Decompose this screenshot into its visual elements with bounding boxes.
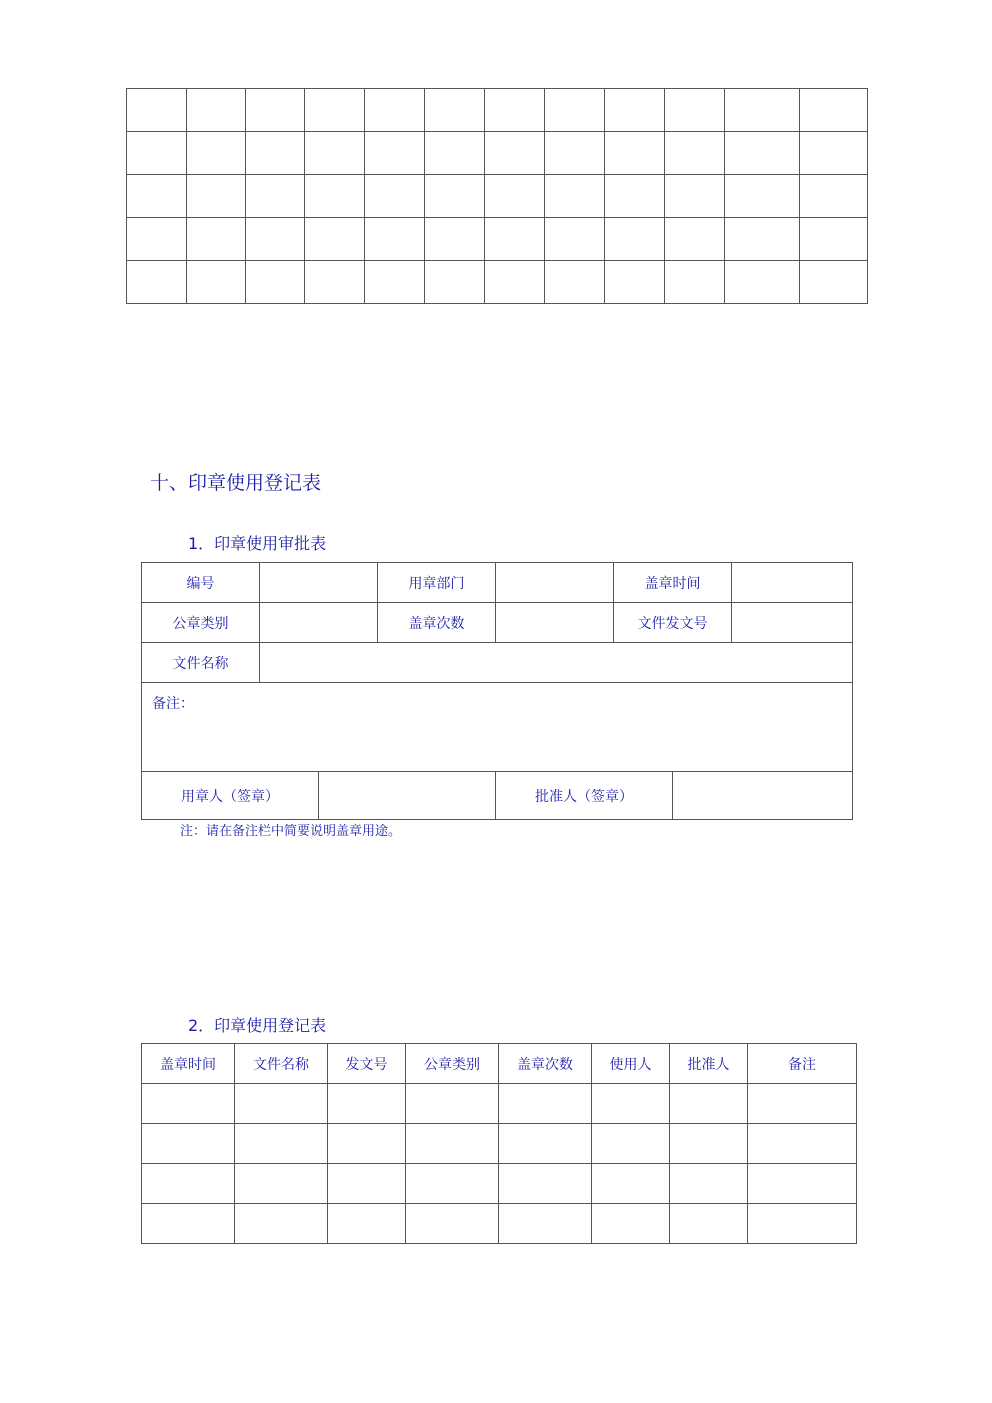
approval-form-title: 1．印章使用审批表 bbox=[188, 534, 327, 553]
grid-cell[interactable] bbox=[127, 132, 187, 175]
approval-form bbox=[141, 562, 853, 820]
grid-cell[interactable] bbox=[246, 218, 305, 261]
grid-cell[interactable] bbox=[605, 89, 665, 132]
header-approver: 批准人 bbox=[670, 1044, 748, 1084]
grid-cell[interactable] bbox=[365, 132, 425, 175]
register-cell[interactable] bbox=[748, 1084, 857, 1124]
grid-cell[interactable] bbox=[425, 175, 485, 218]
header-file-name: 文件名称 bbox=[235, 1044, 328, 1084]
register-cell[interactable] bbox=[235, 1084, 328, 1124]
header-remarks: 备注 bbox=[748, 1044, 857, 1084]
grid-cell[interactable] bbox=[305, 89, 365, 132]
grid-cell[interactable] bbox=[246, 89, 305, 132]
grid-cell[interactable] bbox=[187, 175, 246, 218]
register-cell[interactable] bbox=[328, 1124, 406, 1164]
field-file-name[interactable] bbox=[260, 643, 853, 683]
register-cell[interactable] bbox=[670, 1164, 748, 1204]
grid-cell[interactable] bbox=[800, 89, 868, 132]
grid-cell[interactable] bbox=[187, 218, 246, 261]
grid-cell[interactable] bbox=[605, 175, 665, 218]
grid-cell[interactable] bbox=[605, 261, 665, 304]
approval-row-1 bbox=[142, 563, 853, 603]
register-row bbox=[142, 1084, 857, 1124]
register-cell[interactable] bbox=[328, 1164, 406, 1204]
register-cell[interactable] bbox=[499, 1164, 592, 1204]
grid-cell[interactable] bbox=[485, 261, 545, 304]
grid-cell[interactable] bbox=[365, 261, 425, 304]
register-row bbox=[142, 1204, 857, 1244]
grid-row bbox=[127, 132, 868, 175]
label-serial-number: 编号 bbox=[142, 563, 260, 603]
register-cell[interactable] bbox=[235, 1164, 328, 1204]
grid-cell[interactable] bbox=[485, 132, 545, 175]
label-user-sign: 用章人（签章） bbox=[142, 772, 319, 820]
register-cell[interactable] bbox=[670, 1124, 748, 1164]
grid-cell[interactable] bbox=[725, 132, 800, 175]
register-cell[interactable] bbox=[499, 1124, 592, 1164]
top-empty-grid bbox=[126, 88, 868, 304]
grid-cell[interactable] bbox=[425, 89, 485, 132]
label-seal-type: 公章类别 bbox=[142, 603, 260, 643]
register-cell[interactable] bbox=[142, 1124, 235, 1164]
grid-cell[interactable] bbox=[187, 89, 246, 132]
header-stamp-time: 盖章时间 bbox=[142, 1044, 235, 1084]
grid-cell[interactable] bbox=[485, 89, 545, 132]
approval-note: 注：请在备注栏中简要说明盖章用途。 bbox=[180, 824, 402, 839]
grid-row bbox=[127, 175, 868, 218]
grid-cell[interactable] bbox=[305, 175, 365, 218]
register-cell[interactable] bbox=[142, 1164, 235, 1204]
approval-row-sign bbox=[142, 772, 853, 820]
grid-cell[interactable] bbox=[545, 218, 605, 261]
grid-cell[interactable] bbox=[187, 261, 246, 304]
grid-cell[interactable] bbox=[187, 132, 246, 175]
register-form-title: 2．印章使用登记表 bbox=[188, 1016, 327, 1035]
grid-cell[interactable] bbox=[127, 89, 187, 132]
grid-cell[interactable] bbox=[127, 218, 187, 261]
grid-cell[interactable] bbox=[365, 175, 425, 218]
label-stamp-count: 盖章次数 bbox=[378, 603, 496, 643]
field-stamp-count[interactable] bbox=[496, 603, 614, 643]
field-user-sign[interactable] bbox=[319, 772, 496, 820]
grid-cell[interactable] bbox=[127, 175, 187, 218]
section-title: 十、印章使用登记表 bbox=[150, 472, 322, 494]
approval-row-3 bbox=[142, 643, 853, 683]
grid-cell[interactable] bbox=[545, 261, 605, 304]
grid-cell[interactable] bbox=[485, 218, 545, 261]
grid-cell[interactable] bbox=[545, 132, 605, 175]
register-cell[interactable] bbox=[670, 1084, 748, 1124]
grid-cell[interactable] bbox=[545, 89, 605, 132]
grid-cell[interactable] bbox=[665, 175, 725, 218]
register-form bbox=[141, 1043, 857, 1244]
grid-cell[interactable] bbox=[365, 89, 425, 132]
header-seal-type: 公章类别 bbox=[406, 1044, 499, 1084]
register-cell[interactable] bbox=[235, 1204, 328, 1244]
field-stamp-time[interactable] bbox=[732, 563, 853, 603]
register-cell[interactable] bbox=[328, 1084, 406, 1124]
field-approver-sign[interactable] bbox=[673, 772, 853, 820]
register-cell[interactable] bbox=[670, 1204, 748, 1244]
register-cell[interactable] bbox=[142, 1204, 235, 1244]
register-cell[interactable] bbox=[499, 1204, 592, 1244]
field-department[interactable] bbox=[496, 563, 614, 603]
register-cell[interactable] bbox=[748, 1124, 857, 1164]
grid-cell[interactable] bbox=[246, 132, 305, 175]
grid-cell[interactable] bbox=[305, 261, 365, 304]
grid-cell[interactable] bbox=[605, 132, 665, 175]
grid-cell[interactable] bbox=[800, 132, 868, 175]
field-serial-number[interactable] bbox=[260, 563, 378, 603]
field-seal-type[interactable] bbox=[260, 603, 378, 643]
register-cell[interactable] bbox=[406, 1124, 499, 1164]
register-cell[interactable] bbox=[406, 1084, 499, 1124]
grid-cell[interactable] bbox=[725, 89, 800, 132]
register-cell[interactable] bbox=[499, 1084, 592, 1124]
label-department: 用章部门 bbox=[378, 563, 496, 603]
grid-cell[interactable] bbox=[425, 132, 485, 175]
label-stamp-time: 盖章时间 bbox=[614, 563, 732, 603]
grid-cell[interactable] bbox=[665, 89, 725, 132]
register-cell[interactable] bbox=[592, 1164, 670, 1204]
register-cell[interactable] bbox=[592, 1204, 670, 1244]
grid-cell[interactable] bbox=[800, 218, 868, 261]
register-header-row bbox=[142, 1044, 857, 1084]
grid-cell[interactable] bbox=[725, 261, 800, 304]
grid-cell[interactable] bbox=[545, 175, 605, 218]
field-document-number[interactable] bbox=[732, 603, 853, 643]
register-cell[interactable] bbox=[748, 1164, 857, 1204]
label-remark: 备注： bbox=[152, 696, 194, 712]
label-document-number: 文件发文号 bbox=[614, 603, 732, 643]
register-cell[interactable] bbox=[328, 1204, 406, 1244]
register-cell[interactable] bbox=[592, 1124, 670, 1164]
grid-cell[interactable] bbox=[425, 218, 485, 261]
grid-row bbox=[127, 218, 868, 261]
label-approver-sign: 批准人（签章） bbox=[496, 772, 673, 820]
header-stamp-count: 盖章次数 bbox=[499, 1044, 592, 1084]
register-row bbox=[142, 1164, 857, 1204]
grid-cell[interactable] bbox=[665, 132, 725, 175]
grid-row bbox=[127, 89, 868, 132]
grid-cell[interactable] bbox=[725, 218, 800, 261]
grid-cell[interactable] bbox=[305, 218, 365, 261]
approval-row-2 bbox=[142, 603, 853, 643]
grid-cell[interactable] bbox=[665, 261, 725, 304]
header-user: 使用人 bbox=[592, 1044, 670, 1084]
register-cell[interactable] bbox=[748, 1204, 857, 1244]
grid-cell[interactable] bbox=[665, 218, 725, 261]
field-remark[interactable] bbox=[142, 683, 853, 772]
grid-cell[interactable] bbox=[246, 261, 305, 304]
register-cell[interactable] bbox=[235, 1124, 328, 1164]
register-cell[interactable] bbox=[406, 1204, 499, 1244]
grid-row bbox=[127, 261, 868, 304]
register-row bbox=[142, 1124, 857, 1164]
grid-cell[interactable] bbox=[365, 218, 425, 261]
grid-cell[interactable] bbox=[800, 261, 868, 304]
approval-row-remark bbox=[142, 683, 853, 772]
grid-cell[interactable] bbox=[425, 261, 485, 304]
grid-cell[interactable] bbox=[246, 175, 305, 218]
header-document-number: 发文号 bbox=[328, 1044, 406, 1084]
grid-cell[interactable] bbox=[800, 175, 868, 218]
grid-cell[interactable] bbox=[485, 175, 545, 218]
register-cell[interactable] bbox=[406, 1164, 499, 1204]
grid-cell[interactable] bbox=[305, 132, 365, 175]
grid-cell[interactable] bbox=[605, 218, 665, 261]
grid-cell[interactable] bbox=[725, 175, 800, 218]
grid-cell[interactable] bbox=[127, 261, 187, 304]
register-cell[interactable] bbox=[592, 1084, 670, 1124]
register-cell[interactable] bbox=[142, 1084, 235, 1124]
label-file-name: 文件名称 bbox=[142, 643, 260, 683]
